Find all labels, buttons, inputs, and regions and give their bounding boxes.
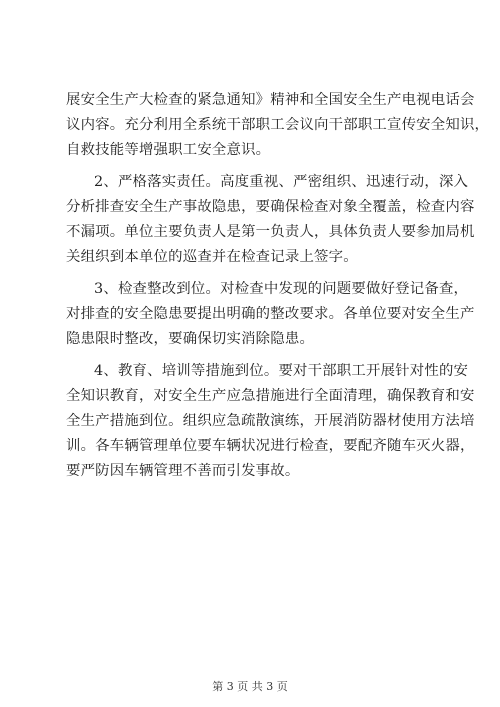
document-body <box>66 88 490 484</box>
text-line: 对排查的安全隐患要提出明确的整改要求。各单位要对安全生产 <box>66 306 475 322</box>
text-line: 训。各车辆管理单位要车辆状况进行检查，要配齐随车灭火器， <box>66 438 475 454</box>
text-line: 自救技能等增强职工安全意识。 <box>66 142 271 158</box>
text-line: 3、检查整改到位。对检查中发现的问题要做好登记备查， <box>94 281 469 297</box>
text-line: 隐患限时整改，要确保切实消除隐患。 <box>66 331 315 347</box>
paragraph-continuation <box>66 88 490 163</box>
text-line: 全生产措施到位。组织应急疏散演练，开展消防器材使用方法培 <box>66 413 475 429</box>
text-line: 议内容。充分利用全系统干部职工会议向干部职工宣传安全知识， <box>66 117 490 133</box>
text-line: 要严防因车辆管理不善而引发事故。 <box>66 463 300 479</box>
paragraph-item-4 <box>66 359 475 484</box>
text-line: 关组织到本单位的巡查并在检查记录上签字。 <box>66 249 358 265</box>
text-line: 展安全生产大检查的紧急通知》精神和全国安全生产电视电话会 <box>66 92 475 108</box>
paragraph-item-2 <box>66 170 475 270</box>
text-line: 4、教育、培训等措施到位。要对干部职工开展针对性的安 <box>94 363 469 379</box>
paragraph-item-3 <box>66 277 475 352</box>
page-number-footer: 第 3 页 共 3 页 <box>212 680 288 693</box>
text-line: 2、严格落实责任。高度重视、严密组织、迅速行动，深入 <box>94 174 469 190</box>
text-line: 不漏项。单位主要负责人是第一负责人，具体负责人要参加局机 <box>66 224 475 240</box>
text-line: 分析排查安全生产事故隐患，要确保检查对象全覆盖，检查内容 <box>66 199 475 215</box>
text-line: 全知识教育，对安全生产应急措施进行全面清理，确保教育和安 <box>66 388 475 404</box>
